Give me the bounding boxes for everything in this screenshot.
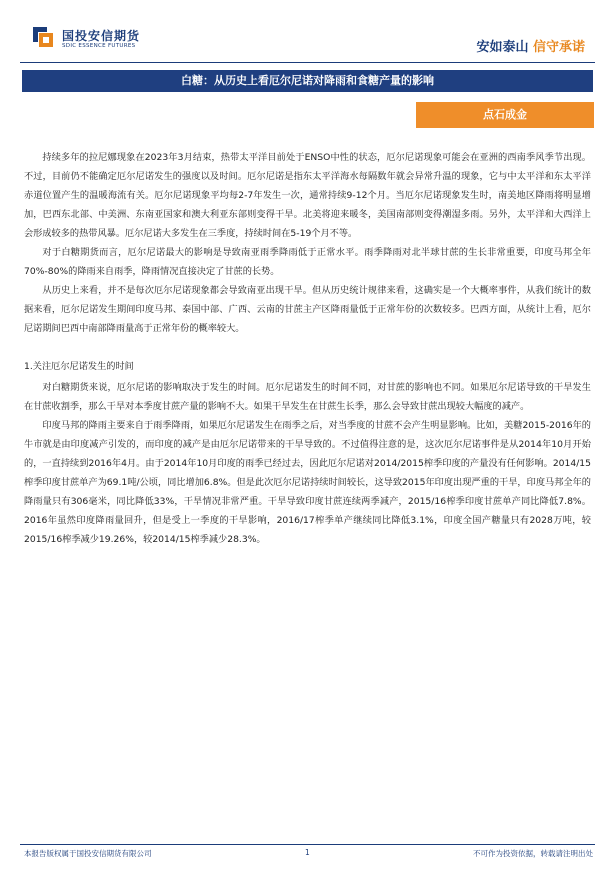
- slogan: [476, 36, 585, 55]
- report-title: 白糖：从历史上看厄尔尼诺对降雨和食糖产量的影响: [22, 70, 593, 92]
- article-body: [24, 148, 591, 549]
- slogan-part-1: 安如泰山: [476, 40, 529, 55]
- page-number: 1: [305, 848, 310, 857]
- company-name: 国投安信期货: [62, 29, 141, 43]
- paragraph-4: 对白糖期货来说，厄尔尼诺的影响取决于发生的时间。厄尔尼诺发生的时间不同，对甘蔗的影响也不同。如果厄尔尼诺导致的干旱发生在甘蔗收割季，那么干旱对本季度甘蔗产量的影响不大。如果干旱发生在甘蔗生长季，那么会导致甘蔗出现较大幅度的减产。: [24, 382, 591, 412]
- footer-copyright: 本报告版权属于国投安信期货有限公司: [24, 849, 152, 858]
- footer-disclaimer: 不可作为投资依据，转载请注明出处: [473, 849, 593, 858]
- paragraph-1: 持续多年的拉尼娜现象在2023年3月结束，热带太平洋目前处于ENSO中性的状态，厄尔尼诺现象可能会在亚洲的西南季风季节出现。不过，目前仍不能确定厄尔尼诺发生的强度以及时间。厄尔尼诺是指东太平洋海水每隔数年就会异常升温的现象，它与中太平洋和东太平洋赤道位置产生的温暖海流有关。厄尔尼诺现象平均每2-7年发生一次，通常持续9-12个月。当厄尔尼诺现象发生时，南美地区降雨将明显增加，巴西东北部、中美洲、东南亚国家和澳大利亚东部则变得干旱。北美将迎来暖冬，美国南部则变得潮湿多雨。另外，太平洋和大西洋上会形成较多的热带风暴。厄尔尼诺大多发生在三季度，持续时间在5-19个月不等。: [24, 152, 591, 239]
- footer-divider: [20, 844, 595, 845]
- header-divider: [20, 62, 595, 63]
- paragraph-2: 对于白糖期货而言，厄尔尼诺最大的影响是导致南亚雨季降雨低于正常水平。雨季降雨对北半球甘蔗的生长非常重要，印度马邦全年70%-80%的降雨来自雨季，降雨情况直接决定了甘蔗的长势。: [24, 247, 591, 277]
- paragraph-5: 印度马邦的降雨主要来自于雨季降雨，如果厄尔尼诺发生在雨季之后，对当季度的甘蔗不会产生明显影响。比如，美糖2015-2016年的牛市就是由印度减产引发的，而印度的减产是由厄尔尼诺带来的干旱导致的。不过值得注意的是，这次厄尔尼诺事件是从2014年10月开始的，一直持续到2016年4月。由于2014年10月印度的雨季已经过去，因此厄尔尼诺对2014/2015榨季印度的产量没有任何影响。2014/15榨季印度甘蔗单产为69.1吨/公顷，同比增加6.8%。但是此次厄尔尼诺持续时间较长，这导致2015年印度出现严重的干旱，印度马邦全年的降雨量只有306毫米，同比降低33%，干旱情况非常严重。干旱导致印度甘蔗连续两季减产，2015/16榨季印度甘蔗单产同比降低7.8%。2016年虽然印度降雨量回升，但是受上一季度的干旱影响，2016/17榨季单产继续同比降低3.1%，印度全国产糖量只有2028万吨，较2015/16榨季减少19.26%，较2014/15榨季减少28.3%。: [24, 420, 591, 545]
- company-name-english: SDIC ESSENCE FUTURES: [62, 43, 136, 49]
- company-logo-icon: [30, 24, 56, 50]
- paragraph-3: 从历史上来看，并不是每次厄尔尼诺现象都会导致南亚出现干旱。但从历史统计规律来看，这确实是一个大概率事件，从我们统计的数据来看，厄尔尼诺发生期间印度马邦、泰国中部、广西、云南的甘蔗主产区降雨量低于正常年份的次数较多。巴西方面，从统计上看，厄尔尼诺期间巴西中南部降雨量高于正常年份的概率较大。: [24, 285, 591, 334]
- slogan-part-2: 信守承诺: [532, 40, 585, 55]
- page-header: [0, 0, 615, 70]
- section-heading: 1.关注厄尔尼诺发生的时间: [24, 361, 134, 372]
- section-tag: 点石成金: [416, 102, 594, 128]
